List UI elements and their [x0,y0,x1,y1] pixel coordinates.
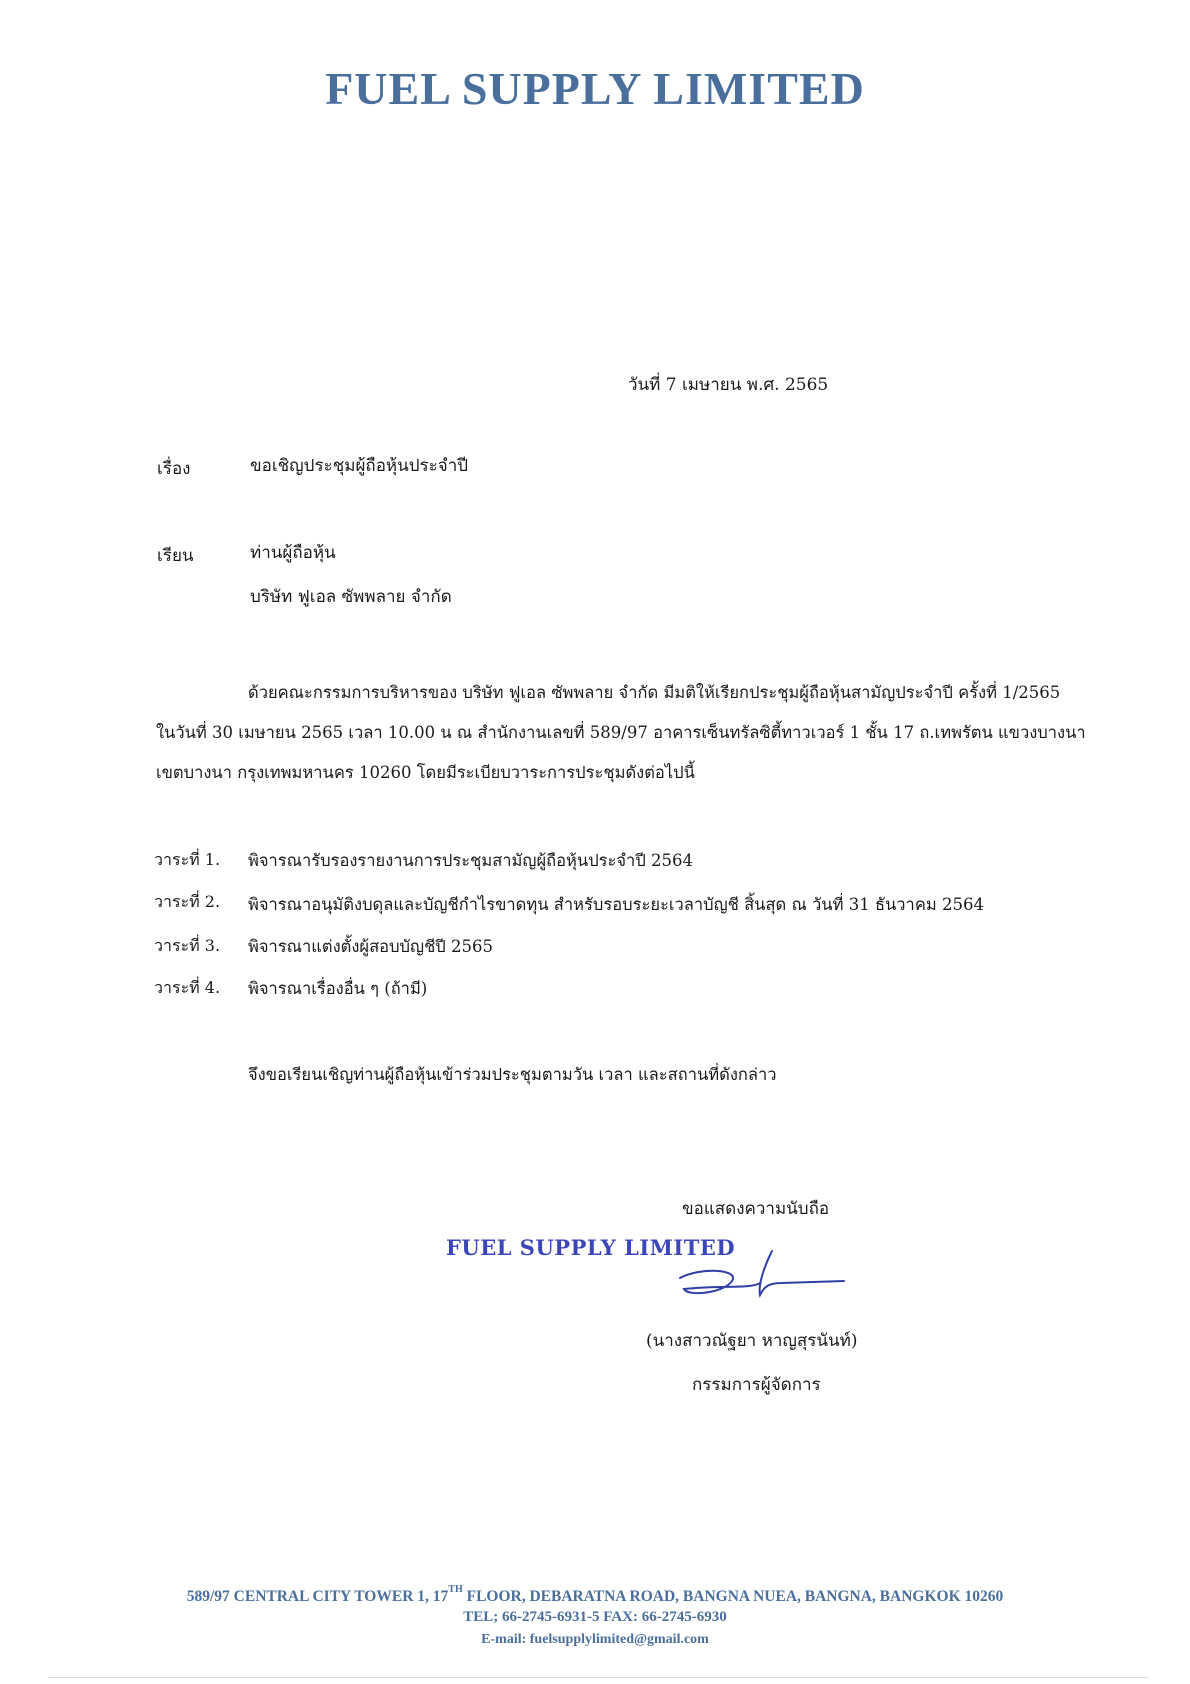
footer-address-part2: FLOOR, DEBARATNA ROAD, BANGNA NUEA, BANGNA, BANGKOK 10260 [462,1588,1004,1605]
page-bottom-divider [48,1677,1148,1678]
body-line-3: เขตบางนา กรุงเทพมหานคร 10260 โดยมีระเบียบวาระการประชุมดังต่อไปนี้ [156,763,695,782]
signature-image [660,1245,850,1315]
company-stamp: FUEL SUPPLY LIMITED [446,1235,736,1260]
agenda-number: วาระที่ 1. [154,850,221,869]
agenda-number: วาระที่ 3. [154,936,221,955]
agenda-item-text: พิจารณาแต่งตั้งผู้สอบบัญชีปี 2565 [248,937,493,956]
signoff: ขอแสดงความนับถือ [682,1199,830,1219]
footer-address-sup: TH [448,1584,463,1595]
letter-date: วันที่ 7 เมษายน พ.ศ. 2565 [628,375,829,395]
agenda-item-text: พิจารณาเรื่องอื่น ๆ (ถ้ามี) [248,979,428,998]
agenda-item-text: พิจารณารับรองรายงานการประชุมสามัญผู้ถือหุ้นประจำปี 2564 [248,851,694,870]
agenda-number: วาระที่ 4. [154,978,221,997]
body-line-2: ในวันที่ 30 เมษายน 2565 เวลา 10.00 น ณ สำนักงานเลขที่ 589/97 อาคารเซ็นทรัลซิตี้ทาวเวอร์ 1 ชั้น 17 ถ.เทพรัตน แขวงบางนา [156,723,1086,742]
letterhead-title: FUEL SUPPLY LIMITED [325,63,865,114]
subject-text: ขอเชิญประชุมผู้ถือหุ้นประจำปี [250,456,469,476]
closing-sentence: จึงขอเรียนเชิญท่านผู้ถือหุ้นเข้าร่วมประชุมตามวัน เวลา และสถานที่ดังกล่าว [248,1065,777,1084]
footer-phone: TEL; 66-2745-6931-5 FAX: 66-2745-6930 [463,1609,727,1625]
recipient-line2: บริษัท ฟูเอล ซัพพลาย จำกัด [250,587,452,607]
subject-label: เรื่อง [157,459,191,479]
recipient-line1: ท่านผู้ถือหุ้น [250,543,336,563]
footer-email: E-mail: fuelsupplylimited@gmail.com [481,1632,709,1647]
signatory-title: กรรมการผู้จัดการ [692,1375,821,1395]
footer-address [0,1584,1190,1606]
footer-address-part1: 589/97 CENTRAL CITY TOWER 1, 17 [186,1588,449,1605]
signatory-name: (นางสาวณัฐยา หาญสุรนันท์) [646,1331,858,1351]
recipient-label: เรียน [157,546,194,566]
body-line-1: ด้วยคณะกรรมการบริหารของ บริษัท ฟูเอล ซัพพลาย จำกัด มีมติให้เรียกประชุมผู้ถือหุ้นสามัญประจำปี ครั้งที่ 1/2565 [248,683,1061,702]
agenda-item-text: พิจารณาอนุมัติงบดุลและบัญชีกำไรขาดทุน สำหรับรอบระยะเวลาบัญชี สิ้นสุด ณ วันที่ 31 ธันวาคม 2564 [248,895,984,914]
agenda-number: วาระที่ 2. [154,892,221,911]
